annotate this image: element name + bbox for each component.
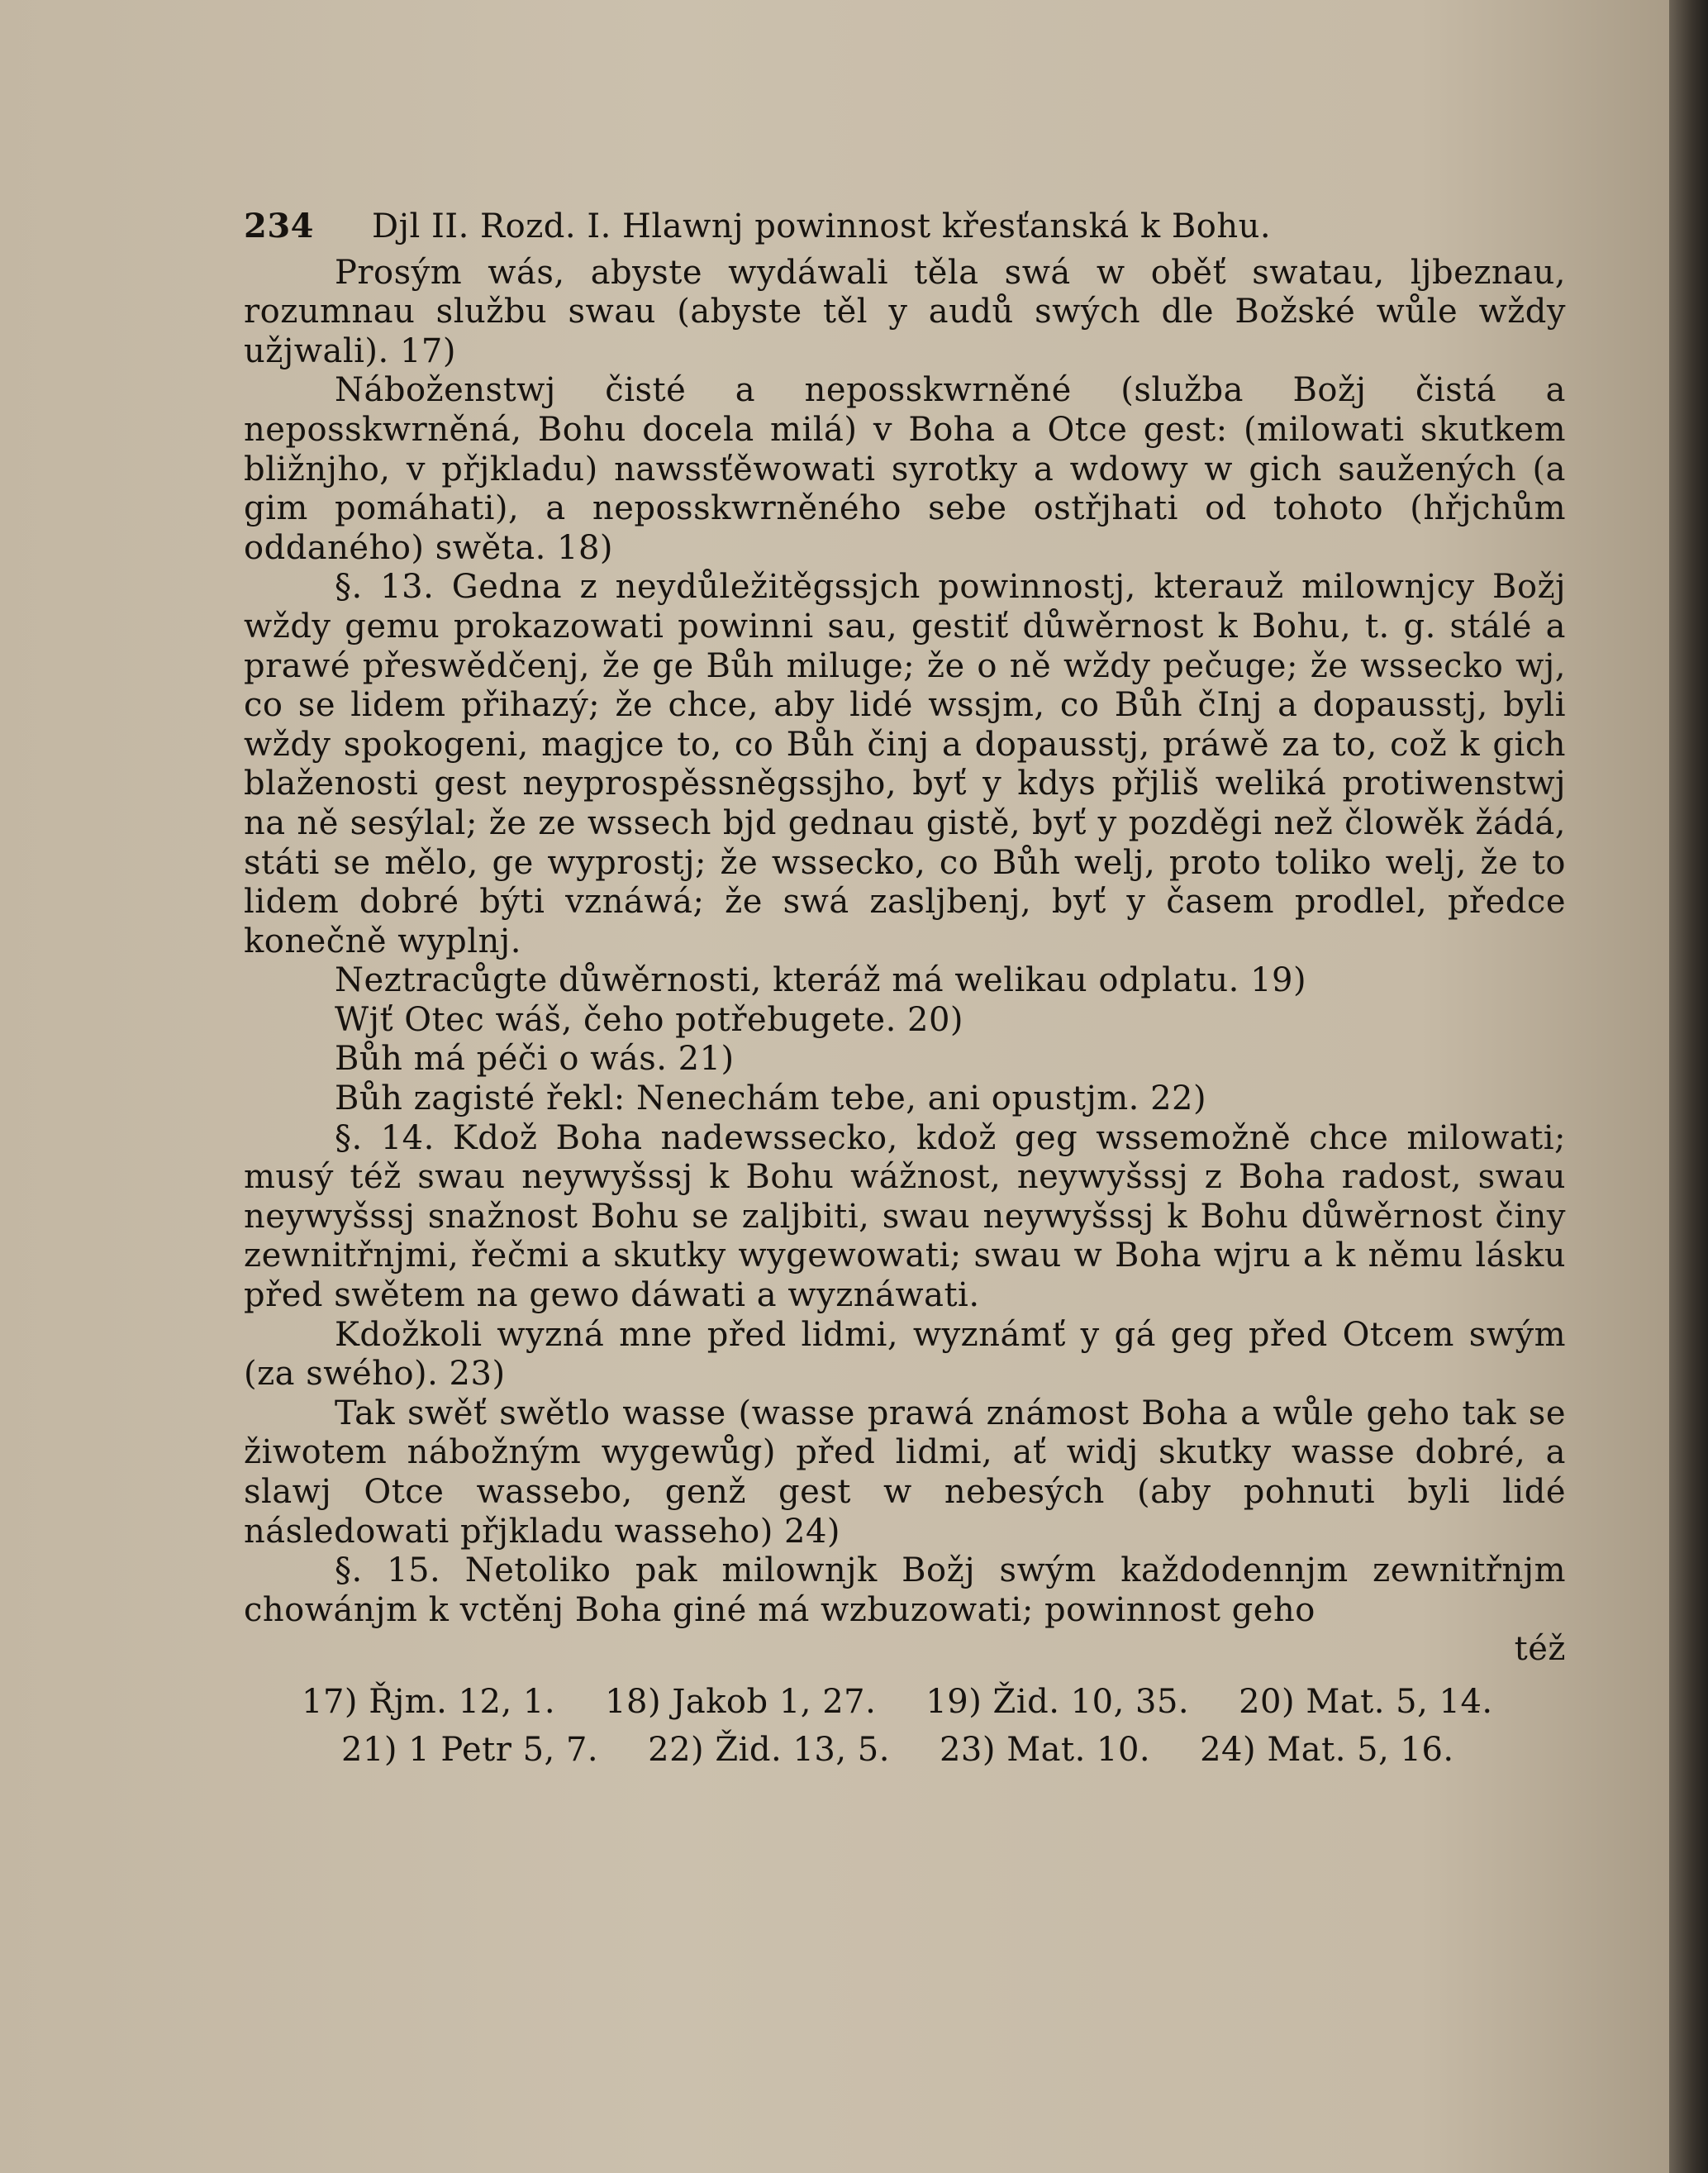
running-head bbox=[244, 207, 1566, 247]
footnote-21: 21) 1 Petr 5, 7. bbox=[341, 1730, 599, 1769]
page-content bbox=[244, 207, 1566, 1774]
footnote-24: 24) Mat. 5, 16. bbox=[1200, 1730, 1454, 1769]
quote-3: Bůh má péči o wás. 21) bbox=[335, 1040, 735, 1079]
footnote-18: 18) Jakob 1, 27. bbox=[605, 1682, 877, 1721]
footnote-22: 22) Žid. 13, 5. bbox=[648, 1730, 890, 1769]
catchword: též bbox=[1514, 1630, 1566, 1669]
quote-2: Wjť Otec wáš, čeho potřebugete. 20) bbox=[335, 1000, 964, 1039]
footnote-19: 19) Žid. 10, 35. bbox=[925, 1682, 1190, 1721]
paragraph-2: Náboženstwj čisté a neposskwrněné (služba Božj čistá a neposskwrněná, Bohu docela milá) v Boha a Otce gest: (milowati skutkem bližnjho, v přjkladu) nawssťěwowati syrotky a wdowy w gich saužených (a gim pomáhati), a neposskwrněného sebe ostřjhati od tohoto (hřjchům oddaného) swěta. 18) bbox=[244, 371, 1566, 567]
footnote-row-2 bbox=[244, 1726, 1566, 1774]
footnote-20: 20) Mat. 5, 14. bbox=[1239, 1682, 1493, 1721]
footnotes bbox=[244, 1678, 1566, 1774]
footnote-23: 23) Mat. 10. bbox=[939, 1730, 1151, 1769]
paragraph-1: Prosým wás, abyste wydáwali těla swá w oběť swatau, ljbeznau, rozumnau službu swau (abyste těl y audů swých dle Božské wůle wždy užjwali). 17) bbox=[244, 253, 1566, 370]
footnote-row-1 bbox=[244, 1678, 1566, 1726]
paragraph-6: Tak swěť swětlo wasse (wasse prawá známost Boha a wůle geho tak se žiwotem nábožným wygewůg) před lidmi, ať widj skutky wasse dobré, a slawj Otce wassebo, genž gest w nebesých (aby pohnuti byli lidé následowati přjkladu wasseho) 24) bbox=[244, 1394, 1566, 1551]
book-edge bbox=[1669, 0, 1708, 2173]
footnote-17: 17) Řjm. 12, 1. bbox=[302, 1682, 556, 1721]
paragraph-5: Kdožkoli wyzná mne před lidmi, wyznámť y gá geg před Otcem swým (za swého). 23) bbox=[244, 1315, 1566, 1394]
quote-4: Bůh zagisté řekl: Nenechám tebe, ani opustjm. 22) bbox=[335, 1079, 1207, 1118]
quote-1: Neztracůgte důwěrnosti, kteráž má welikau odplatu. 19) bbox=[335, 961, 1307, 1000]
page-number: 234 bbox=[244, 207, 314, 245]
paragraph-section-15: §. 15. Netoliko pak milownjk Božj swým každodennjm zewnitřnjm chowánjm k vctěnj Boha giné má wzbuzowati; powinnost geho bbox=[244, 1551, 1566, 1629]
paragraph-section-14: §. 14. Kdož Boha nadewssecko, kdož geg wssemožně chce milowati; musý též swau neywyšssj k Bohu wážnost, neywyšssj z Boha radost, swau neywyšssj snažnost Bohu se zaljbiti, swau neywyšssj k Bohu důwěrnost činy zewnitřnjmi, řečmi a skutky wygewowati; swau w Boha wjru a k němu lásku před swětem na gewo dáwati a wyznáwati. bbox=[244, 1118, 1566, 1315]
paragraph-section-13: §. 13. Gedna z neydůležitěgssjch powinnostj, kterauž milownjcy Božj wždy gemu prokazowati powinni sau, gestiť důwěrnost k Bohu, t. g. stálé a prawé přeswědčenj, že ge Bůh miluge; že o ně wždy pečuge; že wssecko wj, co se lidem přihazý; že chce, aby lidé wssjm, co Bůh čInj a dopausstj, byli wždy spokogeni, magjce to, co Bůh činj a dopausstj, práwě za to, což k gich blaženosti gest neyprospěssněgssjho, byť y kdys přjliš weliká protiwenstwj na ně sesýlal; že ze wssech bjd gednau gistě, byť y pozděgi než člowěk žádá, státi se mělo, ge wyprostj; že wssecko, co Bůh welj, proto toliko welj, že to lidem dobré býti vznáwá; že swá zasljbenj, byť y časem prodlel, předce konečně wyplnj. bbox=[244, 568, 1566, 960]
running-title: Djl II. Rozd. I. Hlawnj powinnost křesťanská k Bohu. bbox=[372, 207, 1272, 245]
